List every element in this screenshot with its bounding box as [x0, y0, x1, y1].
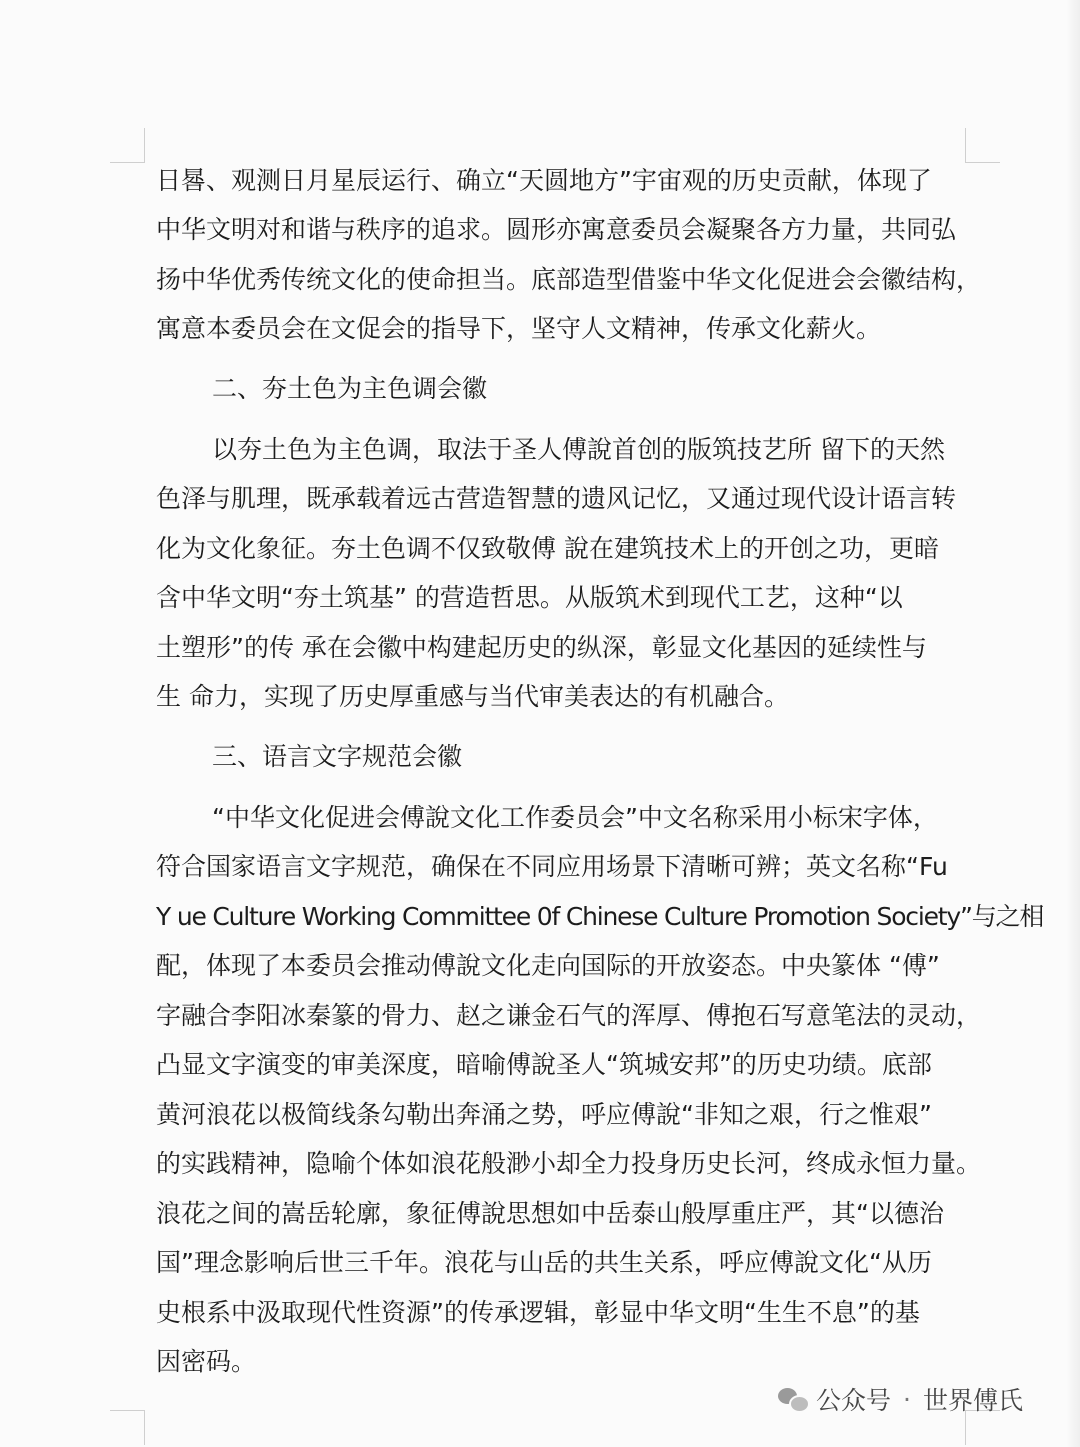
body-line: 生 命力，实现了历史厚重感与当代审美表达的有机融合。 — [156, 682, 789, 711]
watermark-label: 公众号 — [816, 1386, 892, 1415]
body-line: 色泽与肌理，既承载着远古营造智慧的遗风记忆，又通过现代设计语言转 — [156, 484, 957, 513]
body-line: 的实践精神，隐喻个体如浪花般渺小却全力投身历史长河，终成永恒力量。 — [156, 1149, 982, 1178]
body-line: 史根系中汲取现代性资源”的传承逻辑，彰显中华文明“生生不息”的基 — [156, 1298, 920, 1327]
section-heading: 二、夯土色为主色调会徽 — [212, 374, 488, 403]
body-line: 浪花之间的嵩岳轮廓，象征傅說思想如中岳泰山般厚重庄严，其“以德治 — [156, 1199, 944, 1228]
body-line: 含中华文明“夯土筑基” 的营造哲思。从版筑术到现代工艺，这种“以 — [156, 583, 903, 612]
body-line: 中华文明对和谐与秩序的追求。圆形亦寓意委员会凝聚各方力量，共同弘 — [156, 215, 957, 244]
body-line: 土塑形”的传 承在会徽中构建起历史的纵深，彰显文化基因的延续性与 — [156, 633, 927, 662]
body-line: 国”理念影响后世三千年。浪花与山岳的共生关系，呼应傅說文化“从历 — [156, 1248, 932, 1277]
margin-corner-top-left — [110, 128, 145, 163]
margin-corner-bottom-left — [110, 1410, 145, 1445]
body-line: 凸显文字演变的审美深度，暗喻傅說圣人“筑城安邦”的历史功绩。底部 — [156, 1050, 932, 1079]
watermark-separator: · — [903, 1384, 911, 1414]
body-line: 扬中华优秀传统文化的使命担当。底部造型借鉴中华文化促进会会徽结构， — [156, 265, 982, 294]
wechat-icon — [778, 1386, 808, 1412]
body-line: 黄河浪花以极简线条勾勒出奔涌之势，呼应傅說“非知之艰，行之惟艰” — [156, 1100, 932, 1129]
section-heading: 三、语言文字规范会徽 — [212, 742, 463, 771]
body-line: 化为文化象征。夯土色调不仅致敬傅 說在建筑技术上的开创之功，更暗 — [156, 534, 939, 563]
body-line: 以夯土色为主色调，取法于圣人傅說首创的版筑技艺所 留下的天然 — [212, 435, 945, 464]
page-edge-shadow — [1066, 0, 1080, 1447]
body-line: 符合国家语言文字规范，确保在不同应用场景下清晰可辨；英文名称“Fu — [156, 852, 948, 881]
margin-corner-top-right — [965, 128, 1000, 163]
body-line: 配，体现了本委员会推动傅說文化走向国际的开放姿态。中央篆体 “傅” — [156, 951, 940, 980]
body-line: 日晷、观测日月星辰运行、确立“天圆地方”宇宙观的历史贡献，体现了 — [156, 166, 932, 195]
body-line: “中华文化促进会傅說文化工作委员会”中文名称采用小标宋字体， — [212, 803, 938, 832]
body-line: 字融合李阳冰秦篆的骨力、赵之谦金石气的浑厚、傅抱石写意笔法的灵动， — [156, 1001, 982, 1030]
wechat-watermark — [778, 1376, 1023, 1422]
body-line: Y ue Culture Working Committee 0f Chinese Culture Promotion Society”与之相 — [156, 902, 1044, 931]
body-line: 因密码。 — [156, 1347, 257, 1376]
body-line: 寓意本委员会在文促会的指导下，坚守人文精神，传承文化薪火。 — [156, 314, 882, 343]
watermark-account: 世界傅氏 — [922, 1386, 1023, 1415]
